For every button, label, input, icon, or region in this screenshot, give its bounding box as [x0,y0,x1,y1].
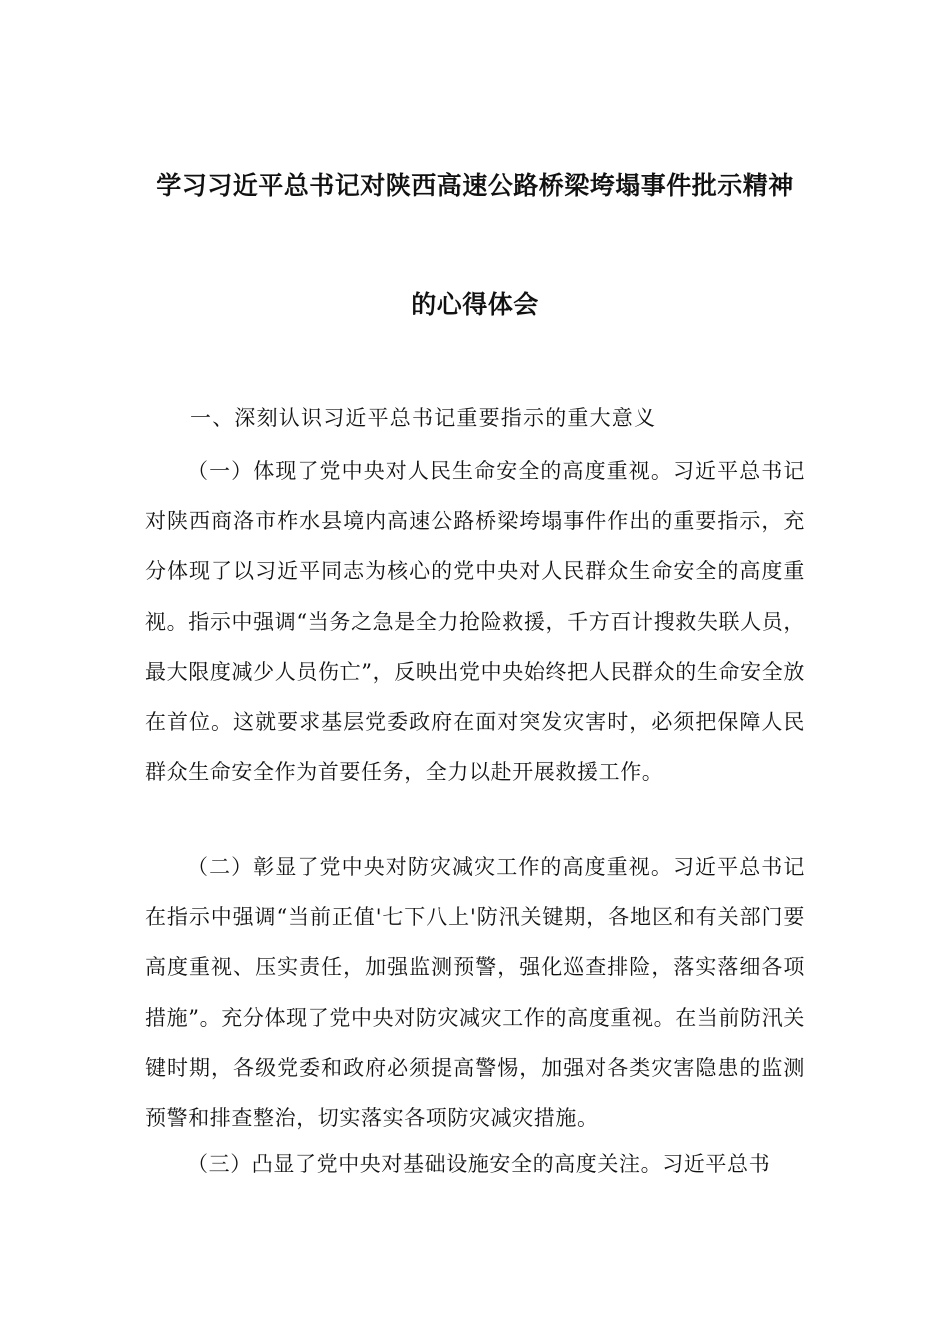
document-title-line-1: 学习习近平总书记对陕西高速公路桥梁垮塌事件批示精神 [156,171,794,200]
paragraph-2: （二）彰显了党中央对防灾减灾工作的高度重视。习近平总书记在指示中强调“当前正值'七下八上'防汛关键期，各地区和有关部门要高度重视、压实责任，加强监测预警，强化巡查排险，落实落细各项措施”。充分体现了党中央对防灾减灾工作的高度重视。在当前防汛关键时期，各级党委和政府必须提高警惕，加强对各类灾害隐患的监测预警和排查整治，切实落实各项防灾减灾措施。 [145,855,805,1131]
section-heading: 一、深刻认识习近平总书记重要指示的重大意义 [190,406,657,430]
paragraph-3: （三）凸显了党中央对基础设施安全的高度关注。习近平总书 [187,1152,771,1176]
paragraph-1: （一）体现了党中央对人民生命安全的高度重视。习近平总书记对陕西商洛市柞水县境内高速公路桥梁垮塌事件作出的重要指示，充分体现了以习近平同志为核心的党中央对人民群众生命安全的高度重视。指示中强调“当务之急是全力抢险救援，千方百计搜救失联人员，最大限度减少人员伤亡”，反映出党中央始终把人民群众的生命安全放在首位。这就要求基层党委政府在面对突发灾害时，必须把保障人民群众生命安全作为首要任务，全力以赴开展救援工作。 [145,459,805,785]
document-title-line-2: 的心得体会 [411,290,539,319]
